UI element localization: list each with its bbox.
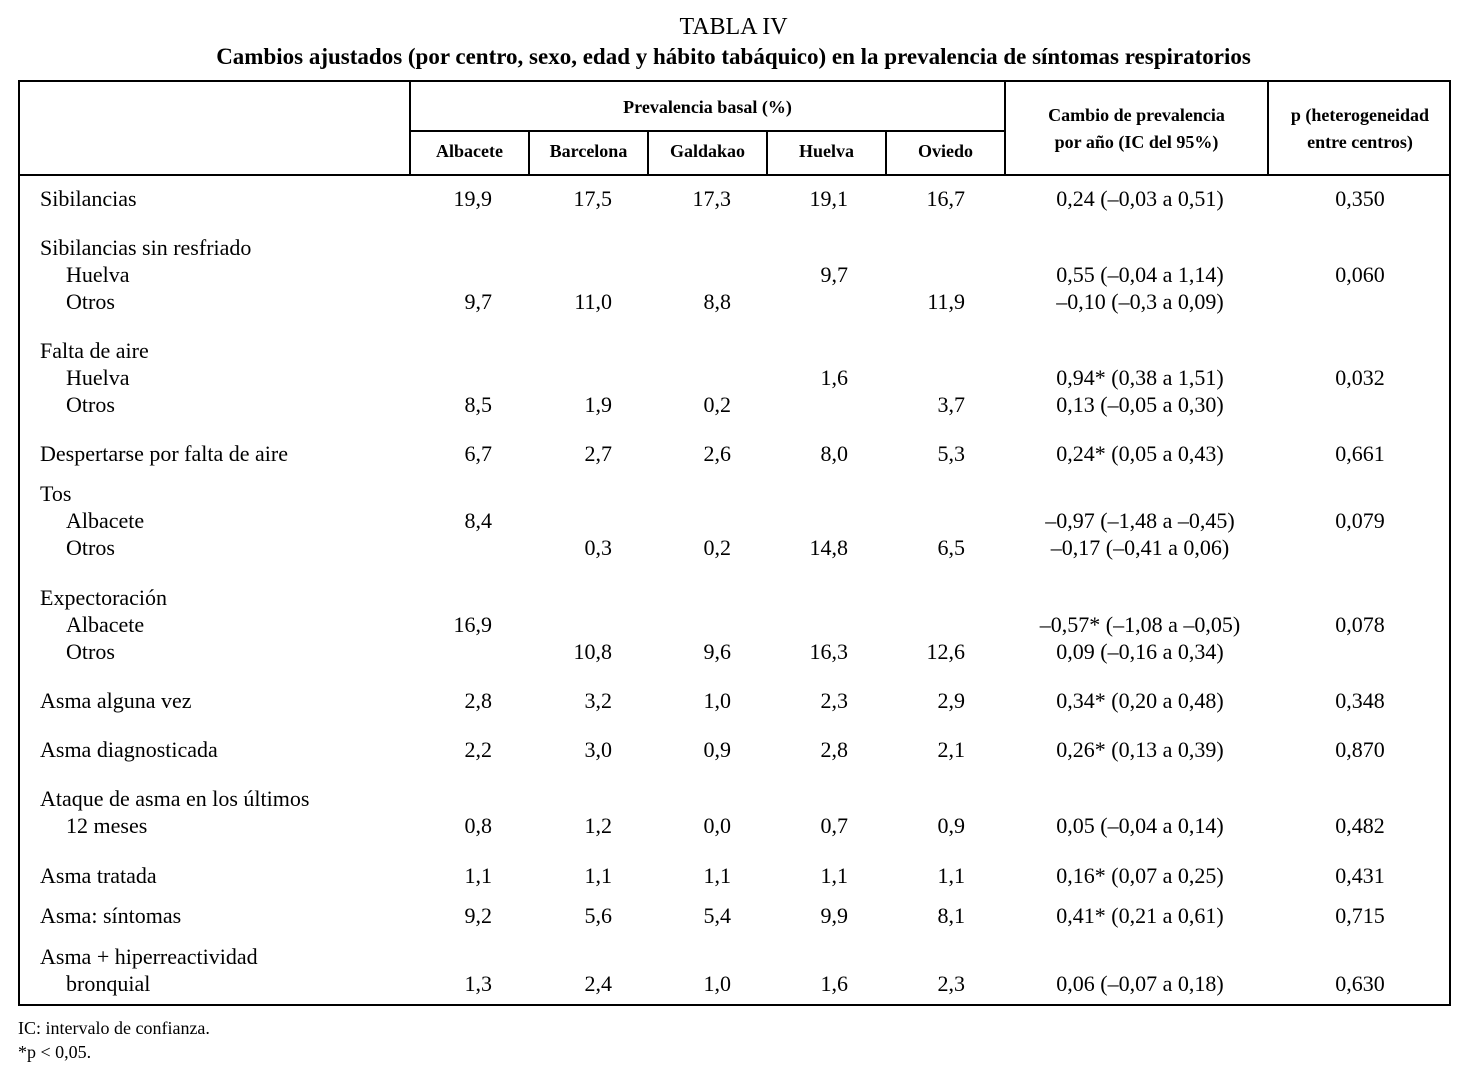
change-cell: –0,17 (–0,41 a 0,06)	[1050, 535, 1230, 560]
header-change-line1: Cambio de prevalencia	[1048, 105, 1225, 125]
p-value-cell: 0,060	[1335, 262, 1385, 287]
prevalence-cell: 8,4	[464, 508, 492, 533]
header-p-line1: p (heterogeneidad	[1290, 105, 1430, 125]
row-label: Expectoración	[40, 585, 168, 610]
p-value-cell: 0,078	[1335, 612, 1385, 637]
prevalence-cell: 9,9	[820, 903, 848, 928]
row-label: Asma tratada	[40, 863, 157, 888]
prevalence-cell: 5,6	[584, 903, 612, 928]
row-label: Otros	[66, 639, 115, 664]
prevalence-cell: 19,1	[809, 186, 848, 211]
prevalence-cell: 1,1	[820, 863, 848, 888]
prevalence-cell: 1,2	[584, 813, 612, 838]
p-value-cell: 0,715	[1335, 903, 1385, 928]
prevalence-cell: 8,5	[464, 392, 492, 417]
header-change	[1006, 102, 1267, 156]
row-label: Huelva	[66, 262, 130, 287]
change-cell: 0,34* (0,20 a 0,48)	[1056, 688, 1224, 713]
prevalence-cell: 16,3	[809, 639, 848, 664]
prevalence-cell: 10,8	[573, 639, 612, 664]
change-cell: 0,05 (–0,04 a 0,14)	[1056, 813, 1224, 838]
row-label: Sibilancias sin resfriado	[40, 235, 252, 260]
prevalence-cell: 1,1	[703, 863, 731, 888]
prevalence-cell: 0,2	[703, 535, 731, 560]
p-value-cell: 0,032	[1335, 365, 1385, 390]
row-label: bronquial	[66, 971, 151, 996]
prevalence-cell: 11,0	[574, 289, 612, 314]
row-label: Asma alguna vez	[40, 688, 192, 713]
prevalence-cell: 0,7	[820, 813, 848, 838]
change-cell: 0,26* (0,13 a 0,39)	[1056, 737, 1224, 762]
change-cell: –0,10 (–0,3 a 0,09)	[1056, 289, 1224, 314]
prevalence-cell: 9,6	[703, 639, 731, 664]
change-cell: 0,09 (–0,16 a 0,34)	[1056, 639, 1224, 664]
change-cell: –0,57* (–1,08 a –0,05)	[1039, 612, 1241, 637]
header-center-huelva: Huelva	[798, 141, 854, 161]
prevalence-cell: 2,4	[584, 971, 612, 996]
change-cell: 0,13 (–0,05 a 0,30)	[1056, 392, 1224, 417]
prevalence-cell: 17,5	[573, 186, 612, 211]
row-label: Asma: síntomas	[40, 903, 182, 928]
prevalence-cell: 2,3	[937, 971, 965, 996]
group-rule	[409, 130, 1006, 132]
row-label: Albacete	[66, 612, 145, 637]
p-value-cell: 0,630	[1335, 971, 1385, 996]
prevalence-cell: 1,1	[584, 863, 612, 888]
table-title: Cambios ajustados (por centro, sexo, edad y hábito tabáquico) en la prevalencia de síntomas respiratorios	[216, 44, 1251, 69]
prevalence-cell: 16,9	[453, 612, 492, 637]
prevalence-cell: 6,5	[937, 535, 965, 560]
row-label: Huelva	[66, 365, 130, 390]
prevalence-cell: 2,2	[464, 737, 492, 762]
prevalence-cell: 14,8	[809, 535, 848, 560]
prevalence-cell: 1,6	[820, 971, 848, 996]
prevalence-cell: 8,8	[703, 289, 731, 314]
prevalence-cell: 9,2	[464, 903, 492, 928]
prevalence-cell: 0,8	[464, 813, 492, 838]
prevalence-cell: 1,0	[703, 971, 731, 996]
prevalence-cell: 2,8	[464, 688, 492, 713]
prevalence-cell: 2,8	[820, 737, 848, 762]
p-value-cell: 0,350	[1335, 186, 1385, 211]
row-label: Despertarse por falta de aire	[40, 441, 288, 466]
prevalence-cell: 1,0	[703, 688, 731, 713]
prevalence-cell: 1,6	[820, 365, 848, 390]
prevalence-cell: 2,7	[584, 441, 612, 466]
prevalence-cell: 1,3	[464, 971, 492, 996]
row-label: Sibilancias	[40, 186, 137, 211]
prevalence-cell: 12,6	[926, 639, 965, 664]
prevalence-cell: 5,4	[703, 903, 731, 928]
prevalence-cell: 1,9	[584, 392, 612, 417]
header-group-label: Prevalencia basal (%)	[623, 97, 792, 117]
row-label: Otros	[66, 392, 115, 417]
row-label: Asma diagnosticada	[40, 737, 218, 762]
p-value-cell: 0,661	[1335, 441, 1385, 466]
change-cell: 0,24 (–0,03 a 0,51)	[1056, 186, 1224, 211]
row-label: Tos	[40, 481, 72, 506]
prevalence-cell: 0,9	[937, 813, 965, 838]
row-label: Asma + hiperreactividad	[40, 944, 258, 969]
prevalence-cell: 5,3	[937, 441, 965, 466]
change-cell: 0,55 (–0,04 a 1,14)	[1056, 262, 1224, 287]
prevalence-cell: 9,7	[820, 262, 848, 287]
header-center-albacete: Albacete	[436, 141, 503, 161]
table-number: TABLA IV	[679, 14, 788, 40]
p-value-cell: 0,482	[1335, 813, 1385, 838]
row-label: Ataque de asma en los últimos	[40, 786, 310, 811]
p-value-cell: 0,431	[1335, 863, 1385, 888]
prevalence-cell: 16,7	[926, 186, 965, 211]
change-cell: 0,94* (0,38 a 1,51)	[1056, 365, 1224, 390]
prevalence-cell: 2,3	[820, 688, 848, 713]
footnote-ic: IC: intervalo de confianza.	[18, 1018, 210, 1038]
p-value-cell: 0,870	[1335, 737, 1385, 762]
prevalence-cell: 1,1	[937, 863, 965, 888]
header-p-line2: entre centros)	[1307, 132, 1413, 152]
change-cell: 0,24* (0,05 a 0,43)	[1056, 441, 1224, 466]
header-change-line2: por año (IC del 95%)	[1054, 132, 1219, 152]
prevalence-cell: 11,9	[927, 289, 965, 314]
prevalence-cell: 2,1	[937, 737, 965, 762]
prevalence-cell: 3,2	[584, 688, 612, 713]
header-center-oviedo: Oviedo	[917, 141, 973, 161]
p-value-cell: 0,348	[1335, 688, 1385, 713]
prevalence-cell: 3,0	[584, 737, 612, 762]
prevalence-cell: 6,7	[464, 441, 492, 466]
header-center-barcelona: Barcelona	[549, 141, 628, 161]
change-cell: –0,97 (–1,48 a –0,45)	[1045, 508, 1235, 533]
footnote-significance: *p < 0,05.	[18, 1042, 92, 1062]
data-table	[18, 80, 1451, 1006]
prevalence-cell: 8,1	[937, 903, 965, 928]
prevalence-cell: 0,3	[584, 535, 612, 560]
row-label: Otros	[66, 289, 115, 314]
prevalence-cell: 2,6	[703, 441, 731, 466]
header-rule	[20, 174, 1451, 176]
row-label: Otros	[66, 535, 115, 560]
prevalence-cell: 0,9	[703, 737, 731, 762]
prevalence-cell: 1,1	[464, 863, 492, 888]
prevalence-cell: 17,3	[692, 186, 731, 211]
header-center-galdakao: Galdakao	[669, 141, 746, 161]
prevalence-cell: 8,0	[820, 441, 848, 466]
change-cell: 0,06 (–0,07 a 0,18)	[1056, 971, 1224, 996]
p-value-cell: 0,079	[1335, 508, 1385, 533]
prevalence-cell: 3,7	[937, 392, 965, 417]
prevalence-cell: 9,7	[464, 289, 492, 314]
prevalence-cell: 0,2	[703, 392, 731, 417]
prevalence-cell: 2,9	[937, 688, 965, 713]
row-label: Falta de aire	[40, 338, 149, 363]
row-label: Albacete	[66, 508, 145, 533]
change-cell: 0,16* (0,07 a 0,25)	[1056, 863, 1224, 888]
change-cell: 0,41* (0,21 a 0,61)	[1056, 903, 1224, 928]
row-label: 12 meses	[66, 813, 148, 838]
prevalence-cell: 0,0	[703, 813, 731, 838]
prevalence-cell: 19,9	[453, 186, 492, 211]
header-p	[1269, 102, 1451, 156]
